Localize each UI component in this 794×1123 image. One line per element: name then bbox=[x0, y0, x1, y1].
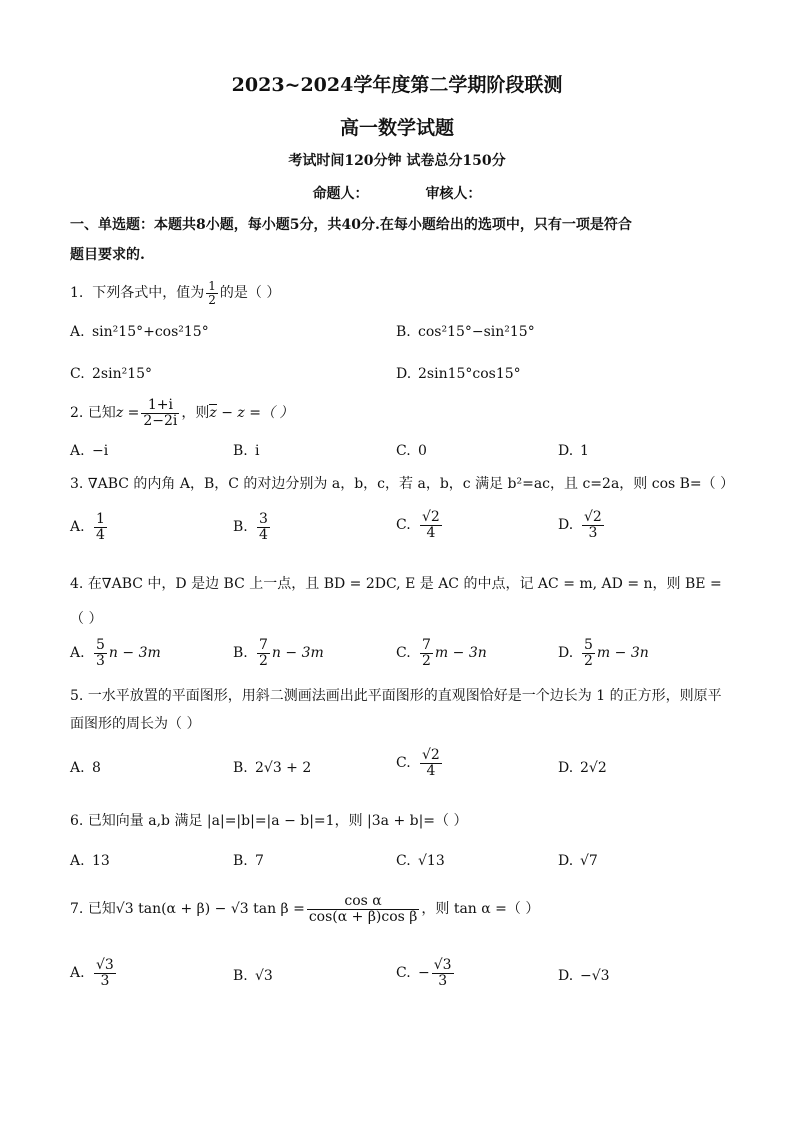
q4-option-b[interactable]: B. $\frac{7}{2}$ n − 3m bbox=[233, 637, 324, 669]
section-heading: 一、单选题：本题共8小题，每小题5分，共40分.在每小题给出的选项中，只有一项是符合 bbox=[70, 217, 632, 233]
question-7: 7. 已知√3 tan(α + β) − √3 tan β = $\frac{\text{cos α}}{\text{cos(α + β)cos β}}$ ，则 tan α =（ ） bbox=[70, 893, 540, 925]
q7-option-d[interactable]: D. −√3 bbox=[558, 968, 610, 984]
question-4-cont: （ ） bbox=[70, 611, 103, 627]
reviewer-label: 审核人： bbox=[425, 186, 482, 202]
q1-option-c[interactable]: C. 2sin²15° bbox=[70, 366, 153, 382]
q6-option-c[interactable]: C. √13 bbox=[396, 853, 445, 869]
q3-option-b[interactable]: B. $\frac{3}{4}$ bbox=[233, 511, 268, 543]
question-6: 6. 已知向量 a,b 满足 |a|=|b|=|a − b|=1，则 |3a + b|=（ ） bbox=[70, 813, 468, 829]
exam-subtitle: 高一数学试题 bbox=[339, 117, 454, 139]
question-5-cont: 面图形的周长为（ ） bbox=[70, 716, 201, 732]
q2-option-d[interactable]: D. 1 bbox=[558, 443, 589, 459]
q4-option-c[interactable]: C. $\frac{7}{2}$ m − 3n bbox=[396, 637, 487, 669]
q7-option-a[interactable]: A. $\frac{√3}{3}$ bbox=[70, 957, 114, 989]
q3-option-c[interactable]: C. $\frac{√2}{4}$ bbox=[396, 509, 440, 541]
q1-option-b[interactable]: B. cos²15°−sin²15° bbox=[396, 324, 535, 340]
q1-option-d[interactable]: D. 2sin15°cos15° bbox=[396, 366, 521, 382]
setter-label: 命题人： bbox=[312, 186, 369, 202]
q4-option-d[interactable]: D. $\frac{5}{2}$ m − 3n bbox=[558, 637, 649, 669]
question-1: 1. 下列各式中，值为 $\frac{1}{2}$ 的是（ ） bbox=[70, 279, 281, 307]
q7-option-c[interactable]: C. − $\frac{√3}{3}$ bbox=[396, 957, 452, 989]
question-4: 4. 在∇ABC 中，D 是边 BC 上一点，且 BD = 2DC, E 是 AC 的中点，记 AC = m, AD = n，则 BE = bbox=[70, 576, 722, 592]
exam-staff bbox=[0, 183, 794, 203]
question-3: 3. ∇ABC 的内角 A，B，C 的对边分别为 a，b，c，若 a，b，c 满足 b²=ac，且 c=2a，则 cos B=（ ） bbox=[70, 476, 735, 492]
fraction: $\frac{\text{cos α}}{\text{cos(α + β)cos β}}$ bbox=[308, 893, 418, 925]
fraction: $\frac{1+i}{2-2i}$ bbox=[143, 397, 178, 429]
q5-option-d[interactable]: D. 2√2 bbox=[558, 760, 607, 776]
fraction: $\frac{1}{2}$ bbox=[208, 279, 216, 307]
q5-option-a[interactable]: A. 8 bbox=[70, 760, 101, 776]
q2-option-b[interactable]: B. i bbox=[233, 443, 260, 459]
q2-option-a[interactable]: A. −i bbox=[70, 443, 109, 459]
exam-title: 2023~2024学年度第二学期阶段联测 bbox=[231, 74, 563, 96]
q7-option-b[interactable]: B. √3 bbox=[233, 968, 273, 984]
q1-option-a[interactable]: A. sin²15°+cos²15° bbox=[70, 324, 209, 340]
q2-option-c[interactable]: C. 0 bbox=[396, 443, 427, 459]
q6-option-b[interactable]: B. 7 bbox=[233, 853, 264, 869]
question-2: 2. 已知z = $\frac{1+i}{2-2i}$ ，则z − z =（ ） bbox=[70, 397, 294, 429]
q4-option-a[interactable]: A. $\frac{5}{3}$ n − 3m bbox=[70, 637, 161, 669]
question-5: 5. 一水平放置的平面图形，用斜二测画法画出此平面图形的直观图恰好是一个边长为 1 的正方形，则原平 bbox=[70, 688, 722, 704]
q5-option-c[interactable]: C. $\frac{√2}{4}$ bbox=[396, 747, 440, 779]
exam-info: 考试时间120分钟 试卷总分150分 bbox=[288, 153, 506, 169]
q3-option-d[interactable]: D. $\frac{√2}{3}$ bbox=[558, 509, 602, 541]
q6-option-d[interactable]: D. √7 bbox=[558, 853, 598, 869]
q3-option-a[interactable]: A. $\frac{1}{4}$ bbox=[70, 511, 105, 543]
q5-option-b[interactable]: B. 2√3 + 2 bbox=[233, 760, 312, 776]
q6-option-a[interactable]: A. 13 bbox=[70, 853, 110, 869]
section-heading-cont: 题目要求的. bbox=[70, 247, 145, 263]
